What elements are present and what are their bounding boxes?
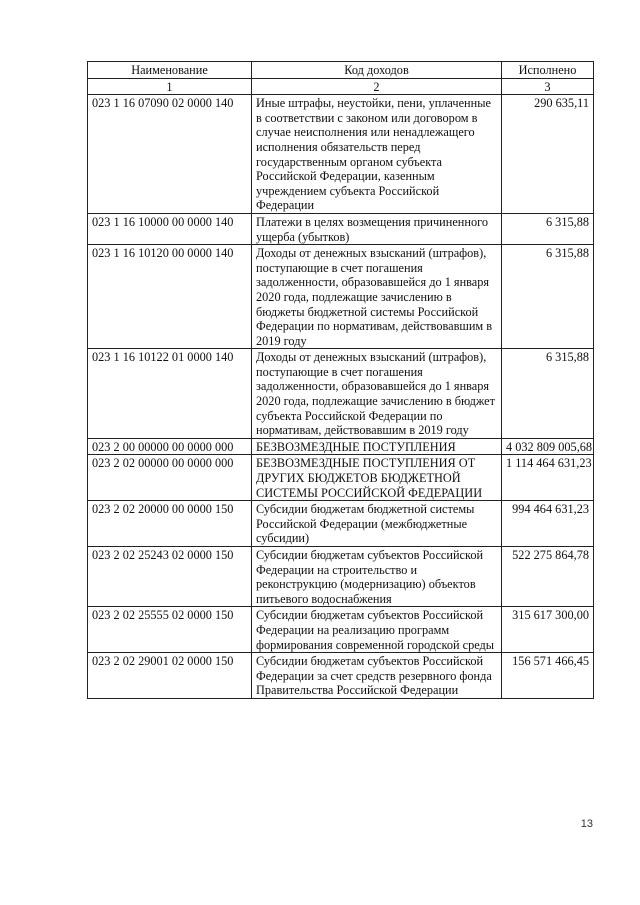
row-name: Субсидии бюджетам субъектов Российской Федерации на строительство и реконструкцию (модернизацию) объектов питьевого водоснабжения <box>252 547 502 607</box>
column-number-1: 1 <box>88 78 252 95</box>
row-name: Субсидии бюджетам бюджетной системы Российской Федерации (межбюджетные субсидии) <box>252 501 502 547</box>
row-amount: 4 032 809 005,68 <box>502 438 594 455</box>
header-name: Наименование <box>88 62 252 79</box>
row-name: БЕЗВОЗМЕЗДНЫЕ ПОСТУПЛЕНИЯ <box>252 438 502 455</box>
column-number-2: 2 <box>252 78 502 95</box>
row-amount: 6 315,88 <box>502 349 594 439</box>
row-name: БЕЗВОЗМЕЗДНЫЕ ПОСТУПЛЕНИЯ ОТ ДРУГИХ БЮДЖЕТОВ БЮДЖЕТНОЙ СИСТЕМЫ РОССИЙСКОЙ ФЕДЕРАЦИИ <box>252 455 502 501</box>
table-row <box>88 438 594 455</box>
row-code: 023 1 16 07090 02 0000 140 <box>88 95 252 214</box>
row-amount: 1 114 464 631,23 <box>502 455 594 501</box>
row-amount: 315 617 300,00 <box>502 607 594 653</box>
row-amount: 522 275 864,78 <box>502 547 594 607</box>
table-row <box>88 607 594 653</box>
row-amount: 290 635,11 <box>502 95 594 214</box>
row-code: 023 2 02 00000 00 0000 000 <box>88 455 252 501</box>
row-amount: 6 315,88 <box>502 245 594 349</box>
row-code: 023 1 16 10000 00 0000 140 <box>88 213 252 244</box>
row-amount: 156 571 466,45 <box>502 653 594 699</box>
table-row <box>88 501 594 547</box>
page-number: 13 <box>580 818 593 830</box>
row-name: Субсидии бюджетам субъектов Российской Федерации за счет средств резервного фонда Правительства Российской Федерации <box>252 653 502 699</box>
table-header-row <box>88 62 594 79</box>
row-amount: 994 464 631,23 <box>502 501 594 547</box>
row-name: Доходы от денежных взысканий (штрафов), поступающие в счет погашения задолженности, образовавшейся до 1 января 2020 года, подлежащие зачислению в бюджеты бюджетной системы Российской Федерации по нормативам, действовавшим в 2019 году <box>252 245 502 349</box>
table-row <box>88 349 594 439</box>
row-code: 023 1 16 10122 01 0000 140 <box>88 349 252 439</box>
row-name: Субсидии бюджетам субъектов Российской Федерации на реализацию программ формирования современной городской среды <box>252 607 502 653</box>
row-name: Иные штрафы, неустойки, пени, уплаченные в соответствии с законом или договором в случае неисполнения или ненадлежащего исполнения обязательств перед государственным органом субъекта Российской Федерации, казенным учреждением субъекта Российской Федерации <box>252 95 502 214</box>
row-name: Доходы от денежных взысканий (штрафов), поступающие в счет погашения задолженности, образовавшейся до 1 января 2020 года, подлежащие зачислению в бюджет субъекта Российской Федерации по нормативам, действовавшим в 2019 году <box>252 349 502 439</box>
row-code: 023 2 00 00000 00 0000 000 <box>88 438 252 455</box>
column-number-row <box>88 78 594 95</box>
table-row <box>88 245 594 349</box>
header-revenue-code: Код доходов <box>252 62 502 79</box>
table-row <box>88 455 594 501</box>
row-code: 023 2 02 29001 02 0000 150 <box>88 653 252 699</box>
row-amount: 6 315,88 <box>502 213 594 244</box>
table-row <box>88 213 594 244</box>
row-name: Платежи в целях возмещения причиненного ущерба (убытков) <box>252 213 502 244</box>
column-number-3: 3 <box>502 78 594 95</box>
row-code: 023 1 16 10120 00 0000 140 <box>88 245 252 349</box>
revenue-table <box>87 61 594 699</box>
table-row <box>88 653 594 699</box>
table-row <box>88 95 594 214</box>
header-executed: Исполнено <box>502 62 594 79</box>
table-row <box>88 547 594 607</box>
row-code: 023 2 02 20000 00 0000 150 <box>88 501 252 547</box>
row-code: 023 2 02 25555 02 0000 150 <box>88 607 252 653</box>
row-code: 023 2 02 25243 02 0000 150 <box>88 547 252 607</box>
